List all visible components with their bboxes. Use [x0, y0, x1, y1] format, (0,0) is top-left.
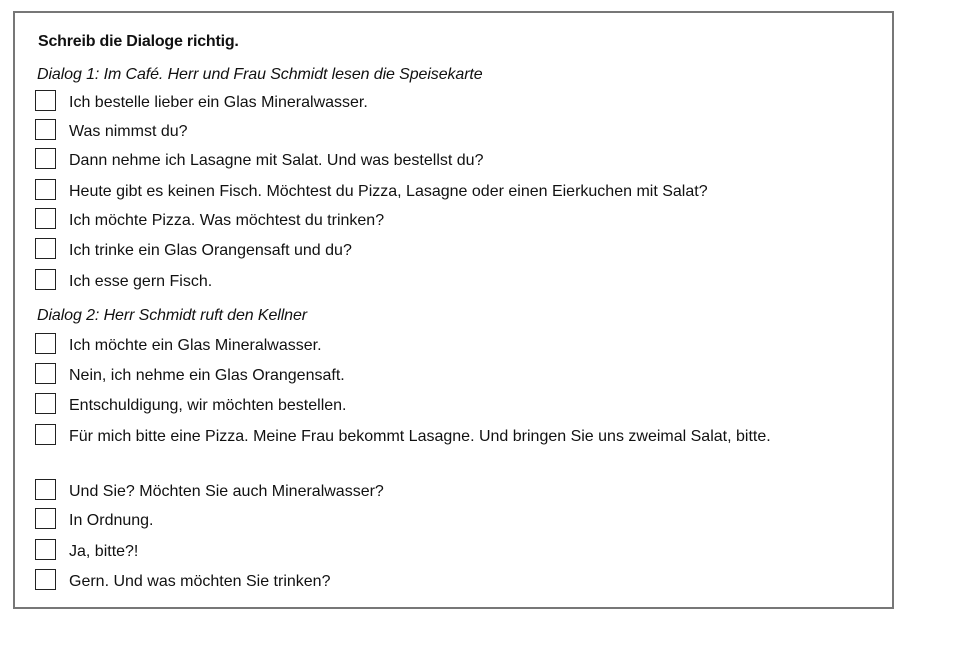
- dialog-1-line-2: [35, 119, 880, 143]
- dialog-2-line-3: [35, 393, 880, 417]
- line-text: Dann nehme ich Lasagne mit Salat. Und was bestellst du?: [69, 152, 484, 169]
- dialog-1-line-6: [35, 238, 880, 262]
- order-checkbox[interactable]: [35, 539, 56, 560]
- dialog-1-line-4: [35, 179, 880, 203]
- dialog-2-line-7: [35, 539, 880, 563]
- order-checkbox[interactable]: [35, 424, 56, 445]
- line-text: Für mich bitte eine Pizza. Meine Frau bekommt Lasagne. Und bringen Sie uns zweimal Salat, bitte.: [69, 428, 771, 445]
- order-checkbox[interactable]: [35, 569, 56, 590]
- line-text: Nein, ich nehme ein Glas Orangensaft.: [69, 367, 345, 384]
- line-text: Ich trinke ein Glas Orangensaft und du?: [69, 242, 352, 259]
- order-checkbox[interactable]: [35, 238, 56, 259]
- line-text: Ich möchte ein Glas Mineralwasser.: [69, 337, 322, 354]
- worksheet-instruction: Schreib die Dialoge richtig.: [38, 33, 239, 50]
- dialog-2-line-4: [35, 424, 880, 468]
- order-checkbox[interactable]: [35, 393, 56, 414]
- order-checkbox[interactable]: [35, 148, 56, 169]
- order-checkbox[interactable]: [35, 179, 56, 200]
- dialog-1-line-5: [35, 208, 880, 232]
- order-checkbox[interactable]: [35, 208, 56, 229]
- order-checkbox[interactable]: [35, 508, 56, 529]
- dialog-2-line-5: [35, 479, 880, 503]
- line-text: Ich bestelle lieber ein Glas Mineralwasser.: [69, 94, 368, 111]
- line-text: Und Sie? Möchten Sie auch Mineralwasser?: [69, 483, 384, 500]
- worksheet-frame: [13, 11, 894, 609]
- order-checkbox[interactable]: [35, 90, 56, 111]
- line-text: Entschuldigung, wir möchten bestellen.: [69, 397, 347, 414]
- line-text: Heute gibt es keinen Fisch. Möchtest du Pizza, Lasagne oder einen Eierkuchen mit Salat?: [69, 183, 708, 200]
- line-text: Was nimmst du?: [69, 123, 188, 140]
- dialog-2-heading: Dialog 2: Herr Schmidt ruft den Kellner: [37, 307, 307, 324]
- line-text: In Ordnung.: [69, 512, 154, 529]
- dialog-2-line-1: [35, 333, 880, 357]
- dialog-1-line-3: [35, 148, 880, 172]
- dialog-2-line-6: [35, 508, 880, 532]
- line-text: Ich esse gern Fisch.: [69, 273, 213, 290]
- line-text: Gern. Und was möchten Sie trinken?: [69, 573, 331, 590]
- order-checkbox[interactable]: [35, 269, 56, 290]
- order-checkbox[interactable]: [35, 363, 56, 384]
- order-checkbox[interactable]: [35, 479, 56, 500]
- dialog-1-line-1: [35, 90, 880, 114]
- dialog-1-heading: Dialog 1: Im Café. Herr und Frau Schmidt lesen die Speisekarte: [37, 66, 483, 83]
- line-text: Ja, bitte?!: [69, 543, 139, 560]
- dialog-2-line-8: [35, 569, 880, 593]
- dialog-2-line-2: [35, 363, 880, 387]
- order-checkbox[interactable]: [35, 333, 56, 354]
- dialog-1-line-7: [35, 269, 880, 293]
- line-text: Ich möchte Pizza. Was möchtest du trinken?: [69, 212, 385, 229]
- order-checkbox[interactable]: [35, 119, 56, 140]
